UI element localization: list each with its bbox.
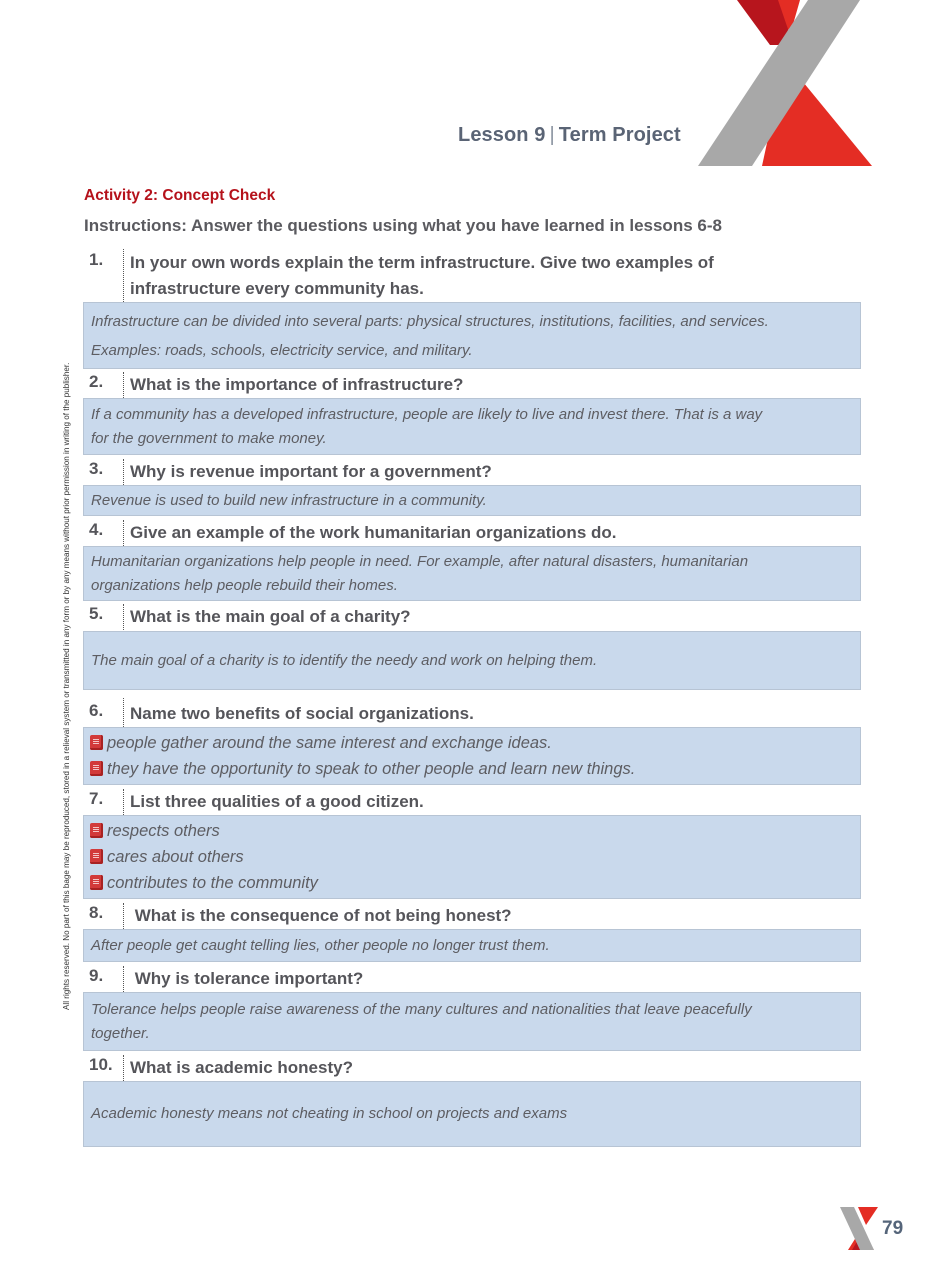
- answer-line: Infrastructure can be divided into several parts: physical structures, institutions, facilities, and services.: [91, 312, 769, 330]
- question-text: Name two benefits of social organizations.: [123, 698, 861, 727]
- lesson-title: Term Project: [558, 124, 681, 146]
- answer-box-5: [83, 631, 861, 690]
- title-separator: |: [549, 124, 555, 146]
- answer-bullet-item: they have the opportunity to speak to other people and learn new things.: [90, 756, 853, 782]
- page-number: 79: [882, 1218, 904, 1239]
- answer-bullet-item: respects others: [90, 818, 853, 844]
- question-6: [83, 698, 861, 727]
- question-text: Why is revenue important for a government?: [123, 459, 861, 485]
- answer-box-8: [83, 929, 861, 962]
- question-5: [83, 604, 861, 630]
- question-number: 8.: [89, 903, 104, 922]
- question-block-2: [83, 372, 861, 455]
- copyright-notice: All rights reserved. No part of this bage may be reproduced, stored in a relieval system or transmitted in any form or by any means without prior permission in writing of the publisher.: [62, 362, 71, 1010]
- question-4: [83, 520, 861, 546]
- question-text: What is the consequence of not being honest?: [123, 903, 861, 929]
- question-7: [83, 789, 861, 815]
- answer-line: If a community has a developed infrastructure, people are likely to live and invest there. That is a way: [91, 405, 763, 423]
- question-text-line: infrastructure every community has.: [130, 279, 424, 298]
- question-number: 9.: [89, 966, 104, 985]
- question-block-8: [83, 903, 861, 962]
- question-3: [83, 459, 861, 485]
- question-text: List three qualities of a good citizen.: [123, 789, 861, 815]
- red-book-icon: [90, 849, 103, 864]
- answer-line: Tolerance helps people raise awareness of the many cultures and nationalities that leave peacefully: [91, 1000, 752, 1018]
- question-text: Give an example of the work humanitarian organizations do.: [123, 520, 861, 546]
- answer-bullet-item: contributes to the community: [90, 870, 853, 896]
- lesson-number: Lesson 9: [458, 124, 546, 146]
- answer-box-2: [83, 398, 861, 455]
- red-book-icon: [90, 735, 103, 750]
- question-number: 1.: [89, 250, 104, 269]
- answer-bullet-item: people gather around the same interest and exchange ideas.: [90, 730, 853, 756]
- question-block-1: [83, 249, 861, 369]
- question-number: 2.: [89, 372, 104, 391]
- question-2: [83, 372, 861, 398]
- instructions: Instructions: Answer the questions using what you have learned in lessons 6-8: [84, 216, 722, 235]
- question-block-4: [83, 520, 861, 601]
- answer-line: After people get caught telling lies, other people no longer trust them.: [91, 936, 550, 954]
- red-book-icon: [90, 875, 103, 890]
- question-number: 5.: [89, 604, 104, 623]
- answer-bullet-item: cares about others: [90, 844, 853, 870]
- answer-line: together.: [91, 1024, 150, 1042]
- question-8: [83, 903, 861, 929]
- activity-title: Activity 2: Concept Check: [84, 187, 276, 204]
- question-10: [83, 1055, 861, 1081]
- question-block-9: [83, 966, 861, 1051]
- question-block-6: [83, 698, 861, 785]
- red-book-icon: [90, 823, 103, 838]
- brand-logo-x: [690, 0, 890, 170]
- question-block-5: [83, 604, 861, 690]
- answer-line: Humanitarian organizations help people in need. For example, after natural disasters, humanitarian: [91, 552, 749, 570]
- answer-line: Examples: roads, schools, electricity service, and military.: [91, 341, 473, 359]
- question-text: What is the importance of infrastructure?: [123, 372, 861, 398]
- footer-logo-x: [838, 1205, 880, 1250]
- answer-line: for the government to make money.: [91, 429, 327, 447]
- answer-box-1: [83, 302, 861, 369]
- lesson-header: [458, 124, 681, 147]
- question-number: 4.: [89, 520, 104, 539]
- answer-box-4: [83, 546, 861, 601]
- answer-box-9: [83, 992, 861, 1051]
- answer-line: Revenue is used to build new infrastructure in a community.: [91, 491, 487, 509]
- question-block-10: [83, 1055, 861, 1147]
- question-block-3: [83, 459, 861, 516]
- question-number: 6.: [89, 701, 104, 720]
- question-text: What is the main goal of a charity?: [123, 604, 861, 630]
- question-number: 7.: [89, 789, 104, 808]
- answer-line: The main goal of a charity is to identify the needy and work on helping them.: [91, 651, 598, 669]
- question-block-7: [83, 789, 861, 899]
- question-text: Why is tolerance important?: [123, 966, 861, 992]
- answer-line: organizations help people rebuild their homes.: [91, 576, 398, 594]
- red-book-icon: [90, 761, 103, 776]
- answer-box-10: [83, 1081, 861, 1147]
- answer-box-6: [83, 727, 861, 785]
- answer-box-7: [83, 815, 861, 899]
- question-text: What is academic honesty?: [123, 1055, 861, 1081]
- question-number: 3.: [89, 459, 104, 478]
- question-9: [83, 966, 861, 992]
- answer-box-3: [83, 485, 861, 516]
- answer-line: Academic honesty means not cheating in school on projects and exams: [91, 1105, 568, 1122]
- question-text-line: In your own words explain the term infrastructure. Give two examples of: [130, 253, 714, 272]
- question-1: [83, 249, 861, 302]
- question-number: 10.: [89, 1055, 113, 1074]
